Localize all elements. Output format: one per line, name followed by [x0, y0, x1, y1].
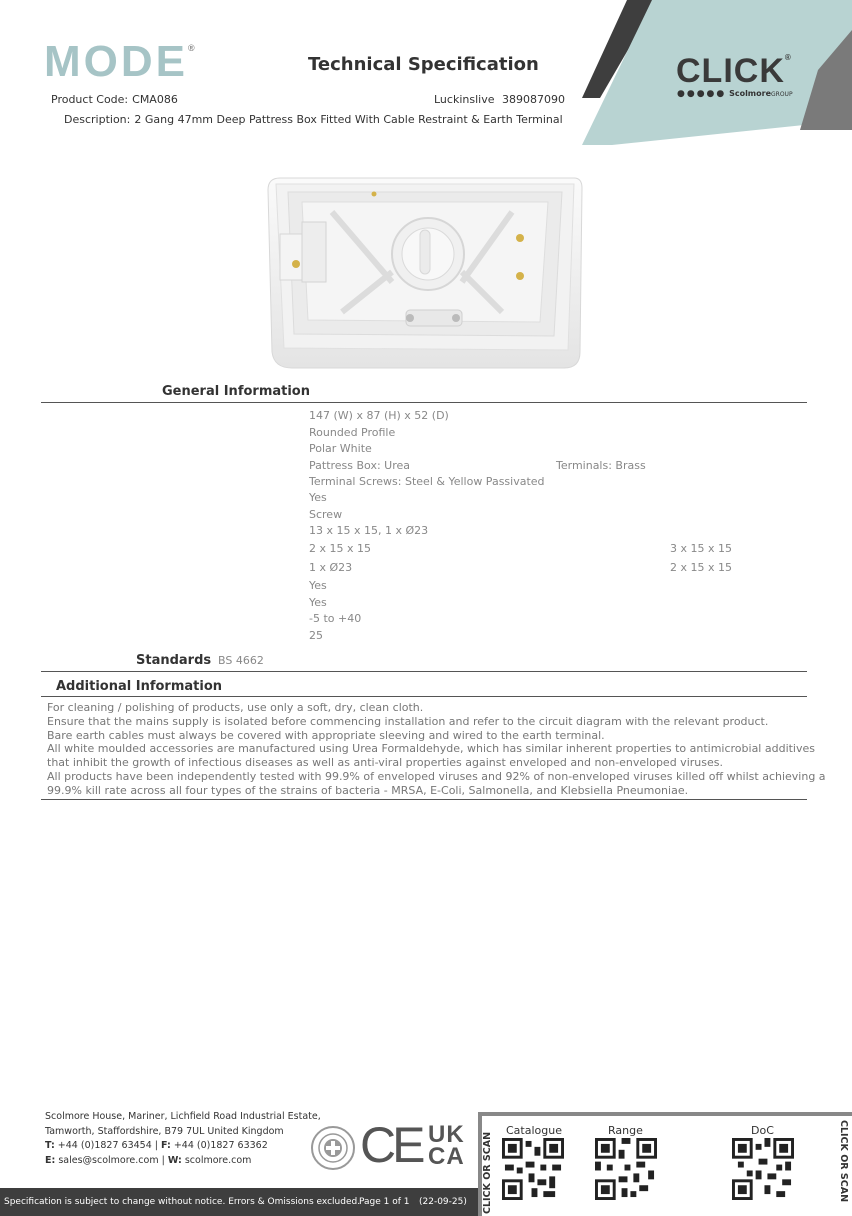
revision-date: (22-09-25) [419, 1197, 467, 1207]
fax-number: +44 (0)1827 63362 [173, 1140, 268, 1151]
qr-catalogue-label: Catalogue [506, 1124, 562, 1137]
click-logo: CLICK® [676, 52, 791, 90]
click-or-scan-label: CLICK OR SCAN [482, 1131, 493, 1214]
divider [41, 402, 807, 403]
ce-mark: CE [360, 1117, 422, 1173]
qr-range-label: Range [608, 1124, 643, 1137]
page-title: Technical Specification [308, 54, 539, 75]
page-number: Page 1 of 1 [359, 1197, 410, 1207]
qr-doc-label: DoC [751, 1124, 774, 1137]
email-link[interactable]: sales@scolmore.com [58, 1154, 159, 1166]
website-link[interactable]: scolmore.com [184, 1154, 252, 1166]
product-image [262, 172, 584, 372]
company-address: Scolmore House, Mariner, Lichfield Road Industrial Estate, Tamworth, Staffordshire, B79 7UL United Kingdom T: +44 (0)1827 63454 | F: +44 (0)1827 63362 E: sales@scolmore.com | W: scolmore.com [45, 1111, 321, 1166]
qr-catalogue-icon[interactable] [502, 1138, 564, 1200]
additional-info-text: For cleaning / polishing of products, use only a soft, dry, clean cloth. Ensure that the mains supply is isolated before commencing installation and refer to the circuit diagram with the relevant product. Bare earth cables must always be covered with appropriate sleeving and wired to the earth terminal. All white moulded accessories are manufactured using Urea Formaldehyde, which has similar inherent properties to antimicrobial additives that inhibit the growth of infectious diseases as well as anti-viral properties against enveloped and non-enveloped viruses. All products have been independently tested with 99.9% of enveloped viruses and 92% of non-enveloped viruses killed off whilst achieving a 99.9% kill rate across all four types of the strains of bacteria - MRSA, E-Coli, Salmonella, and Klebsiella Pneumoniae. [47, 701, 826, 797]
mode-logo: MODE® [44, 37, 195, 86]
phone-number: +44 (0)1827 63454 [57, 1140, 152, 1151]
disclaimer: Specification is subject to change without notice. Errors & Omissions excluded. [4, 1197, 361, 1207]
divider [41, 799, 807, 800]
click-or-scan-label: CLICK OR SCAN [838, 1120, 849, 1203]
divider [41, 696, 807, 697]
footer-bar [0, 1188, 478, 1216]
qr-doc-icon[interactable] [732, 1138, 794, 1200]
general-info-title: General Information [162, 384, 310, 399]
standards-label: Standards [136, 653, 212, 668]
qr-range-icon[interactable] [595, 1138, 657, 1200]
antimicrobial-certified-icon [310, 1125, 356, 1171]
product-description: Description: 2 Gang 47mm Deep Pattress Box Fitted With Cable Restraint & Earth Terminal [64, 113, 563, 126]
additional-info-title: Additional Information [56, 679, 223, 694]
standards-value: BS 4662 [218, 654, 264, 667]
click-sublogo: ●●●●● ScolmoreGROUP [677, 89, 793, 99]
divider [41, 671, 807, 672]
ukca-mark: UK CA [428, 1121, 465, 1170]
luckinslive-code: Luckinslive 389087090 [434, 93, 565, 106]
product-code: Product Code: CMA086 [51, 93, 178, 106]
